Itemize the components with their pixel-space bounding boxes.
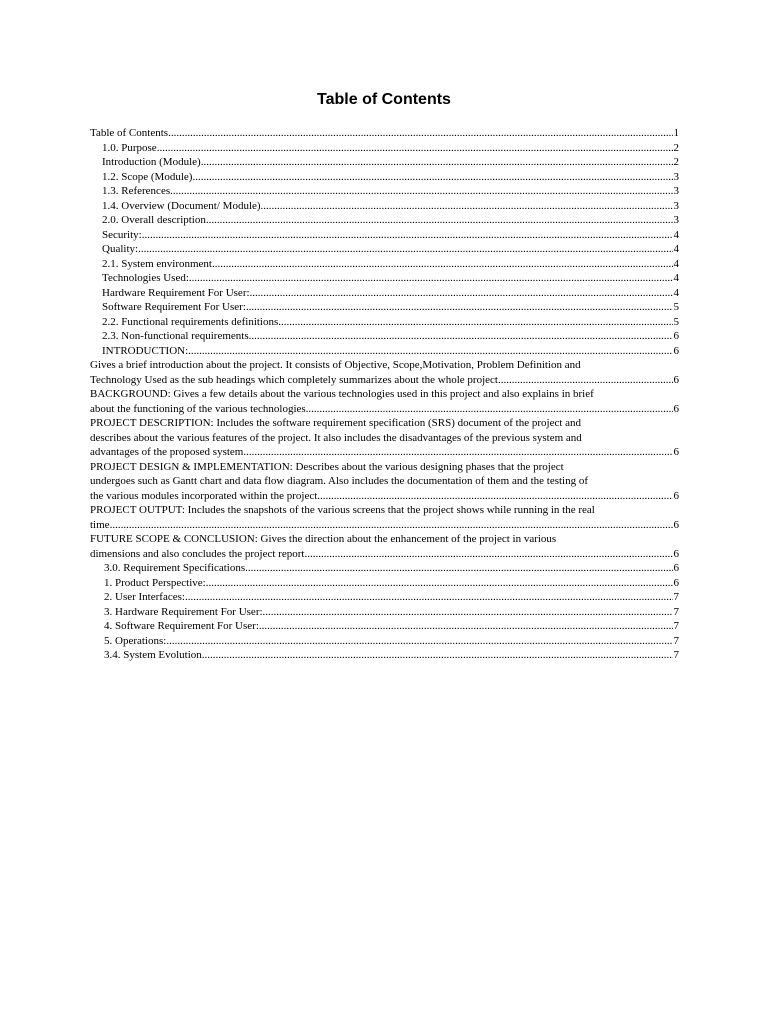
toc-page-number: 6	[673, 402, 679, 415]
toc-page-number: 6	[673, 576, 679, 589]
toc-page-number: 3	[673, 185, 679, 197]
toc-paragraph-entry[interactable]	[90, 387, 679, 416]
toc-paragraph-text: undergoes such as Gantt chart and data flow diagram. Also includes the documentation of them and the testing of	[90, 475, 589, 487]
toc-page-number: 6	[673, 446, 679, 458]
toc-entry[interactable]	[90, 286, 679, 301]
toc-leader-dots	[206, 576, 673, 591]
toc-entry[interactable]	[90, 213, 679, 228]
toc-page-number: 2	[673, 156, 679, 168]
toc-leader-dots	[249, 329, 673, 344]
toc-paragraph-tail: Technology Used as the sub headings which completely summarizes about the whole project	[90, 373, 498, 386]
toc-leader-dots	[185, 590, 673, 605]
toc-entry[interactable]	[90, 257, 679, 272]
toc-page-number: 4	[673, 286, 679, 299]
toc-paragraph-entry[interactable]	[90, 460, 679, 504]
toc-paragraph-text: PROJECT DESCRIPTION: Includes the software requirement specification (SRS) document of the project and	[90, 417, 582, 429]
toc-entry-text: Table of Contents	[90, 127, 169, 139]
toc-paragraph-tail: advantages of the proposed system	[90, 446, 244, 458]
toc-entry-text: 1.0. Purpose	[102, 141, 157, 154]
toc-page-number: 3	[673, 214, 679, 226]
toc-leader-dots	[498, 373, 673, 388]
toc-leader-dots	[278, 315, 672, 330]
toc-paragraph-entry[interactable]	[90, 358, 679, 387]
toc-leader-dots	[202, 648, 673, 663]
toc-entry-text: 5. Operations:	[104, 634, 167, 647]
toc-leader-dots	[168, 126, 672, 141]
toc-page-number: 4	[673, 272, 679, 284]
toc-page-number: 7	[673, 634, 679, 647]
toc-leader-dots	[157, 141, 673, 156]
toc-page-number: 6	[673, 518, 679, 531]
toc-entry[interactable]	[90, 344, 679, 359]
toc-leader-dots	[142, 228, 673, 243]
toc-paragraph-text: Gives a brief introduction about the project. It consists of Objective, Scope,Motivation, Problem Definition and	[90, 359, 581, 371]
toc-paragraph-tail: dimensions and also concludes the project report	[90, 547, 305, 560]
toc-entry-text: Technologies Used:	[102, 272, 189, 284]
toc-paragraph-entry[interactable]	[90, 532, 679, 561]
toc-leader-dots	[261, 199, 673, 214]
toc-page-number: 5	[673, 301, 679, 313]
toc-page-number: 7	[673, 591, 679, 603]
toc-entry[interactable]	[90, 184, 679, 199]
toc-page-number: 6	[673, 489, 679, 502]
toc-paragraph-entry[interactable]	[90, 503, 679, 532]
toc-entry-text: Security:	[102, 228, 142, 241]
toc-leader-dots	[206, 213, 673, 228]
toc-paragraph-entry[interactable]	[90, 416, 679, 460]
toc-entry-text: 3.0. Requirement Specifications	[104, 562, 246, 574]
toc-page-number: 7	[673, 620, 679, 632]
toc-leader-dots	[245, 561, 672, 576]
toc-leader-dots	[263, 605, 673, 620]
toc-entry[interactable]	[90, 576, 679, 591]
table-of-contents	[90, 126, 679, 663]
toc-page-number: 7	[673, 649, 679, 661]
toc-entry[interactable]	[90, 155, 679, 170]
toc-entry-text: 2.0. Overall description	[102, 214, 206, 226]
toc-leader-dots	[317, 489, 672, 504]
toc-leader-dots	[170, 184, 672, 199]
toc-page-number: 4	[673, 243, 679, 255]
toc-paragraph-text: PROJECT OUTPUT: Includes the snapshots of the various screens that the project shows while running in the real	[90, 504, 595, 516]
toc-entry-text: Quality:	[102, 243, 139, 255]
toc-entry-text: 4. Software Requirement For User:	[104, 620, 259, 632]
toc-page-number: 7	[673, 605, 679, 618]
toc-page-number: 6	[673, 547, 679, 560]
toc-page-number: 4	[673, 257, 679, 270]
toc-entry-text: 1. Product Perspective:	[104, 576, 206, 589]
toc-entry[interactable]	[90, 271, 679, 286]
toc-entry-text: 3. Hardware Requirement For User:	[104, 605, 263, 618]
toc-entry[interactable]	[90, 141, 679, 156]
toc-entry-text: 2.2. Functional requirements definitions	[102, 315, 279, 328]
toc-entry-text: 2.1. System environment	[102, 257, 212, 270]
toc-entry[interactable]	[90, 619, 679, 634]
toc-entry-text: INTRODUCTION:	[102, 344, 189, 357]
toc-entry-text: 2. User Interfaces:	[104, 591, 185, 603]
toc-entry-text: 2.3. Non-functional requirements	[102, 330, 249, 342]
toc-page-number: 3	[673, 170, 679, 183]
toc-entry[interactable]	[90, 199, 679, 214]
toc-entry-text: 3.4. System Evolution	[104, 649, 202, 661]
toc-leader-dots	[304, 547, 672, 562]
toc-entry-text: 1.2. Scope (Module)	[102, 170, 193, 183]
toc-page-number: 6	[673, 330, 679, 342]
toc-page-number: 6	[673, 373, 679, 386]
toc-entry[interactable]	[90, 170, 679, 185]
toc-entry[interactable]	[90, 242, 679, 257]
toc-leader-dots	[243, 445, 672, 460]
toc-page-number: 4	[673, 228, 679, 241]
toc-entry[interactable]	[90, 561, 679, 576]
toc-entry[interactable]	[90, 126, 679, 141]
toc-entry[interactable]	[90, 300, 679, 315]
toc-page-number: 3	[673, 199, 679, 212]
toc-page-number: 1	[673, 127, 679, 139]
toc-paragraph-text: PROJECT DESIGN & IMPLEMENTATION: Describes about the various designing phases that the project	[90, 460, 564, 473]
page-title: Table of Contents	[317, 91, 451, 108]
toc-page-number: 6	[673, 562, 679, 574]
toc-page-number: 2	[673, 141, 679, 154]
toc-leader-dots	[212, 257, 673, 272]
toc-page-number: 5	[673, 315, 679, 328]
toc-entry[interactable]	[90, 590, 679, 605]
toc-leader-dots	[246, 300, 673, 315]
toc-entry-text: 1.3. References	[102, 185, 171, 197]
toc-entry[interactable]	[90, 329, 679, 344]
toc-page-number: 6	[673, 344, 679, 357]
toc-paragraph-tail: about the functioning of the various technologies	[90, 402, 306, 415]
toc-paragraph-tail: time	[90, 518, 110, 531]
toc-leader-dots	[201, 155, 673, 170]
toc-leader-dots	[189, 271, 673, 286]
toc-leader-dots	[259, 619, 673, 634]
toc-entry-text: Introduction (Module)	[102, 156, 201, 168]
toc-leader-dots	[192, 170, 672, 185]
toc-entry-text: Hardware Requirement For User:	[102, 286, 250, 299]
toc-paragraph-text: BACKGROUND: Gives a few details about the various technologies used in this project and also explains in brief	[90, 388, 594, 400]
toc-leader-dots	[110, 518, 673, 533]
toc-entry[interactable]	[90, 648, 679, 663]
toc-entry-text: 1.4. Overview (Document/ Module)	[102, 199, 261, 212]
toc-leader-dots	[166, 634, 672, 649]
toc-leader-dots	[138, 242, 672, 257]
toc-leader-dots	[250, 286, 673, 301]
toc-entry[interactable]	[90, 315, 679, 330]
toc-entry[interactable]	[90, 634, 679, 649]
toc-leader-dots	[188, 344, 672, 359]
toc-paragraph-tail: the various modules incorporated within the project	[90, 489, 318, 502]
toc-paragraph-text: describes about the various features of the project. It also includes the disadvantages of the previous system and	[90, 431, 582, 444]
toc-paragraph-text: FUTURE SCOPE & CONCLUSION: Gives the direction about the enhancement of the project in various	[90, 533, 557, 545]
toc-entry[interactable]	[90, 228, 679, 243]
toc-leader-dots	[306, 402, 673, 417]
toc-entry-text: Software Requirement For User:	[102, 301, 246, 313]
toc-entry[interactable]	[90, 605, 679, 620]
